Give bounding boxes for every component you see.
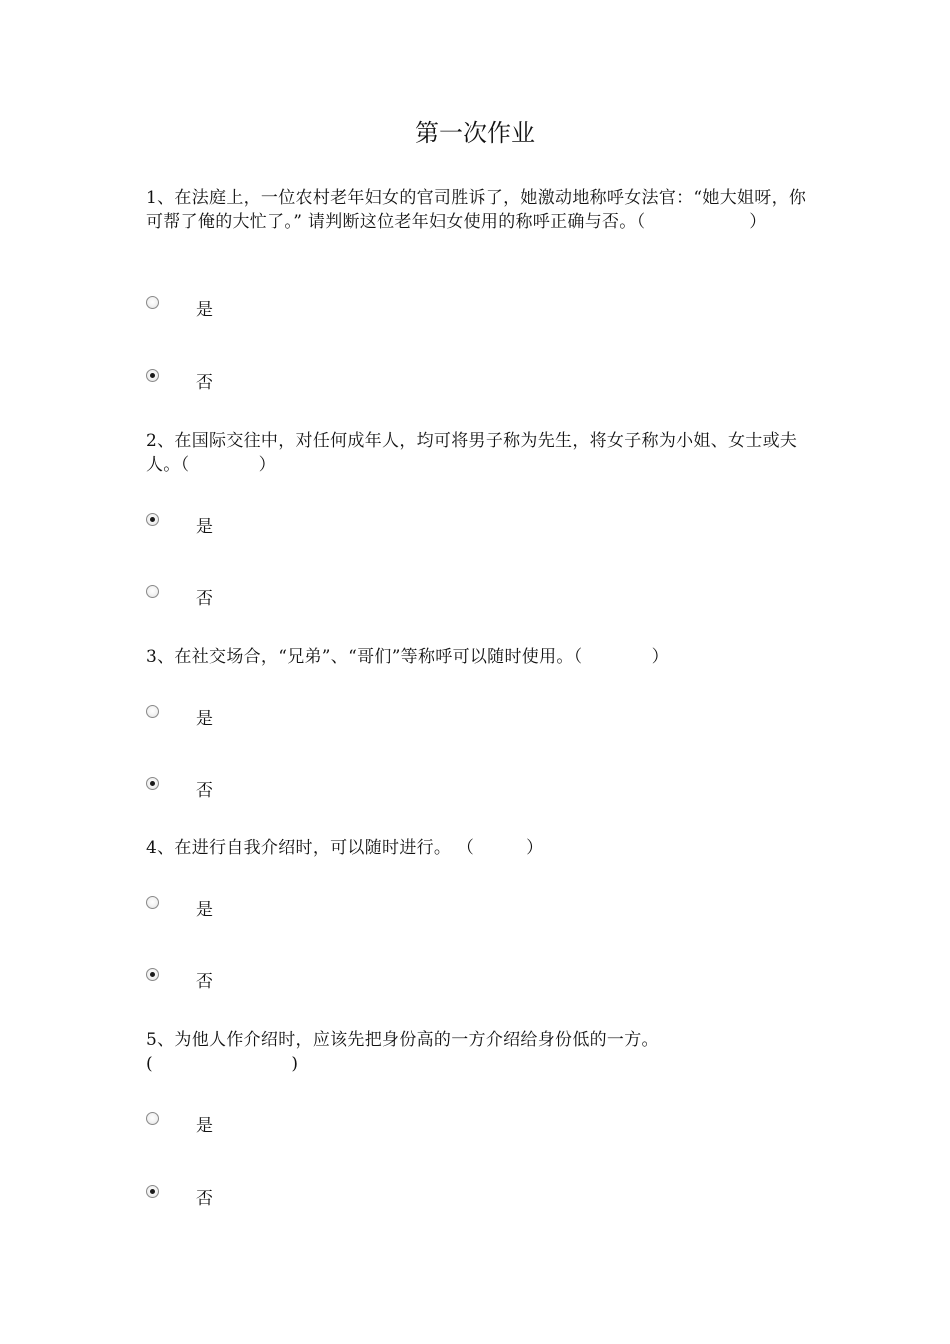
question-2-option-no[interactable]: [146, 585, 266, 611]
radio-button-unselected-icon[interactable]: [146, 1112, 159, 1125]
option-label: 否: [196, 972, 213, 992]
radio-button-unselected-icon[interactable]: [146, 896, 159, 909]
page-title: 第一次作业: [415, 119, 535, 147]
radio-dot-icon: [150, 781, 155, 786]
question-5-option-yes[interactable]: [146, 1112, 266, 1138]
radio-button-selected-icon[interactable]: [146, 513, 159, 526]
question-1-option-yes[interactable]: [146, 296, 266, 322]
radio-button-unselected-icon[interactable]: [146, 296, 159, 309]
radio-dot-icon: [150, 1189, 155, 1194]
radio-dot-icon: [150, 517, 155, 522]
question-4-text: 4、在进行自我介绍时，可以随时进行。 （ ）: [146, 838, 544, 858]
radio-dot-icon: [150, 373, 155, 378]
question-1-option-no[interactable]: [146, 369, 266, 395]
option-label: 否: [196, 781, 213, 801]
question-2-option-yes[interactable]: [146, 513, 266, 539]
question-4-option-no[interactable]: [146, 968, 266, 994]
question-5-option-no[interactable]: [146, 1185, 266, 1211]
question-1-text: 1、在法庭上，一位农村老年妇女的官司胜诉了，她激动地称呼女法官：“她大姐呀，你可帮了俺的大忙了。” 请判断这位老年妇女使用的称呼正确与否。（ ）: [146, 188, 807, 232]
question-3-text: 3、在社交场合，“兄弟”、“哥们”等称呼可以随时使用。（ ）: [146, 647, 669, 667]
radio-button-selected-icon[interactable]: [146, 369, 159, 382]
option-label: 是: [196, 1116, 213, 1136]
question-3-option-yes[interactable]: [146, 705, 266, 731]
radio-button-unselected-icon[interactable]: [146, 705, 159, 718]
option-label: 否: [196, 1189, 213, 1209]
radio-button-selected-icon[interactable]: [146, 968, 159, 981]
question-4-option-yes[interactable]: [146, 896, 266, 922]
option-label: 否: [196, 589, 213, 609]
option-label: 否: [196, 373, 213, 393]
radio-button-unselected-icon[interactable]: [146, 585, 159, 598]
option-label: 是: [196, 900, 213, 920]
option-label: 是: [196, 300, 213, 320]
radio-button-selected-icon[interactable]: [146, 1185, 159, 1198]
question-5-text: 5、为他人作介绍时，应该先把身份高的一方介绍给身份低的一方。( ): [146, 1030, 659, 1074]
question-2-text: 2、在国际交往中，对任何成年人，均可将男子称为先生，将女子称为小姐、女士或夫人。（ ）: [146, 431, 798, 475]
option-label: 是: [196, 709, 213, 729]
question-3-option-no[interactable]: [146, 777, 266, 803]
radio-dot-icon: [150, 972, 155, 977]
option-label: 是: [196, 517, 213, 537]
radio-button-selected-icon[interactable]: [146, 777, 159, 790]
